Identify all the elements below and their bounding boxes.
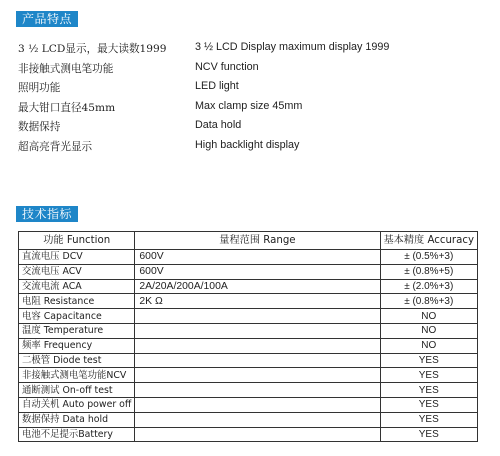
- cell-accuracy: YES: [380, 412, 478, 427]
- table-header-row: [19, 232, 478, 250]
- table-row: [19, 383, 478, 398]
- cell-accuracy: YES: [380, 383, 478, 398]
- specs-section-title: 技术指标: [16, 206, 78, 222]
- feature-en: High backlight display: [195, 138, 300, 151]
- cell-range: 2K Ω: [135, 294, 380, 309]
- cell-range: 600V: [135, 250, 380, 265]
- feature-en: LED light: [195, 80, 239, 93]
- feature-cn: 超高亮背光显示: [18, 140, 93, 153]
- cell-accuracy: ± (0.8%+3): [380, 294, 478, 309]
- table-row: [19, 250, 478, 265]
- features-section-title: 产品特点: [16, 11, 78, 27]
- cell-accuracy: NO: [380, 309, 478, 324]
- cell-range: [135, 383, 380, 398]
- feature-item: [18, 61, 488, 81]
- header-range: 量程范围 Range: [135, 232, 380, 250]
- feature-cn: 最大钳口直径45mm: [18, 101, 116, 114]
- table-row: [19, 294, 478, 309]
- cell-function: 频率 Frequency: [19, 338, 135, 353]
- table-row: [19, 368, 478, 383]
- cell-function: 自动关机 Auto power off: [19, 397, 135, 412]
- cell-accuracy: NO: [380, 323, 478, 338]
- cell-function: 交流电压 ACV: [19, 264, 135, 279]
- table-row: [19, 427, 478, 442]
- cell-range: 2A/20A/200A/100A: [135, 279, 380, 294]
- cell-accuracy: ± (2.0%+3): [380, 279, 478, 294]
- cell-function: 非接触式测电笔功能NCV: [19, 368, 135, 383]
- cell-range: 600V: [135, 264, 380, 279]
- cell-range: [135, 397, 380, 412]
- cell-accuracy: ± (0.5%+3): [380, 250, 478, 265]
- table-row: [19, 264, 478, 279]
- cell-function: 电容 Capacitance: [19, 309, 135, 324]
- cell-range: [135, 353, 380, 368]
- cell-range: [135, 412, 380, 427]
- feature-cn: 非接触式测电笔功能: [18, 62, 114, 75]
- cell-accuracy: YES: [380, 353, 478, 368]
- feature-cn: 数据保持: [18, 121, 61, 134]
- cell-range: [135, 338, 380, 353]
- table-row: [19, 279, 478, 294]
- feature-item: [18, 139, 488, 159]
- feature-item: [18, 80, 488, 100]
- cell-accuracy: YES: [380, 368, 478, 383]
- cell-function: 温度 Temperature: [19, 323, 135, 338]
- cell-accuracy: ± (0.8%+5): [380, 264, 478, 279]
- features-list: [18, 41, 488, 159]
- table-row: [19, 412, 478, 427]
- feature-en: NCV function: [195, 60, 259, 73]
- cell-range: [135, 309, 380, 324]
- feature-item: [18, 41, 488, 61]
- table-row: [19, 323, 478, 338]
- header-function: 功能 Function: [19, 232, 135, 250]
- cell-range: [135, 368, 380, 383]
- table-row: [19, 309, 478, 324]
- cell-function: 电池不足提示Battery: [19, 427, 135, 442]
- feature-cn: 照明功能: [18, 82, 61, 95]
- cell-accuracy: YES: [380, 427, 478, 442]
- cell-function: 电阻 Resistance: [19, 294, 135, 309]
- cell-function: 二极管 Diode test: [19, 353, 135, 368]
- feature-cn: 3 ½ LCD显示，最大读数1999: [18, 43, 167, 55]
- header-accuracy: 基本精度 Accuracy: [380, 232, 478, 250]
- feature-item: [18, 119, 488, 139]
- specs-table: [18, 231, 478, 442]
- feature-en: Data hold: [195, 119, 242, 132]
- cell-function: 数据保持 Data hold: [19, 412, 135, 427]
- cell-range: [135, 323, 380, 338]
- table-row: [19, 353, 478, 368]
- cell-accuracy: YES: [380, 397, 478, 412]
- cell-function: 通断测试 On-off test: [19, 383, 135, 398]
- cell-range: [135, 427, 380, 442]
- table-row: [19, 338, 478, 353]
- table-row: [19, 397, 478, 412]
- cell-function: 交流电流 ACA: [19, 279, 135, 294]
- feature-en: Max clamp size 45mm: [195, 99, 303, 112]
- cell-function: 直流电压 DCV: [19, 250, 135, 265]
- feature-en: 3 ½ LCD Display maximum display 1999: [195, 41, 390, 53]
- cell-accuracy: NO: [380, 338, 478, 353]
- feature-item: [18, 100, 488, 120]
